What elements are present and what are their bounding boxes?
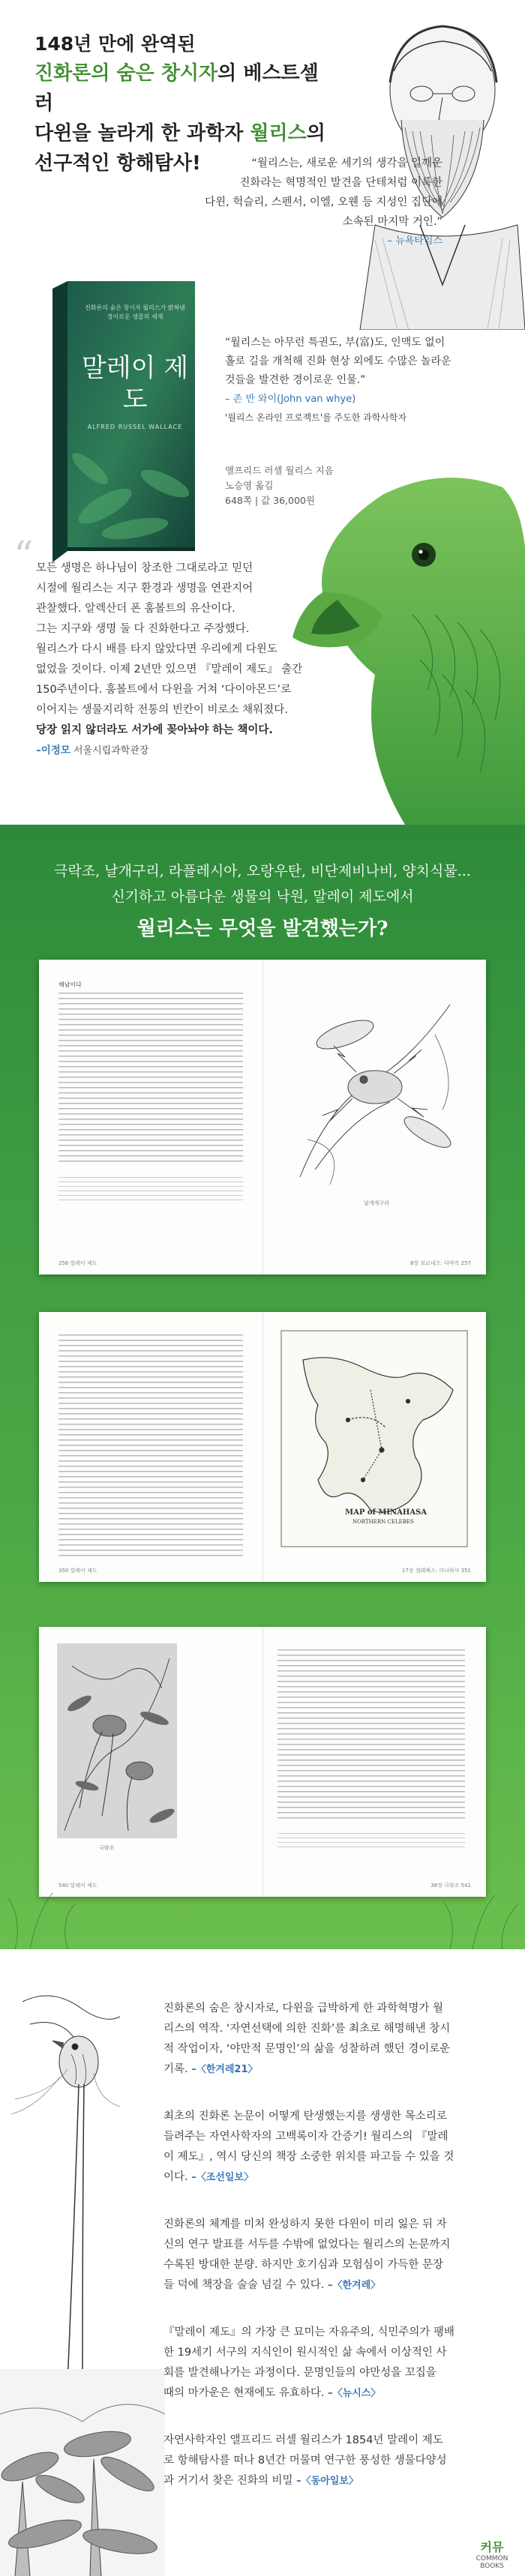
publisher-logo-mark: 커뮤 [480, 2540, 504, 2554]
review-source: –〈동아일보〉 [296, 2476, 358, 2487]
book-spread-3 [39, 1627, 486, 1897]
spread1-footnotes [58, 1177, 243, 1204]
review-hankyoreh: 진화론의 체계를 미처 완성하지 못한 다윈이 미리 잃은 뒤 자 신의 연구 발표를 서두를 수밖에 없었다는 월리스의 논문까지 수록된 방대한 분량. 하지만 호기심과 모험심이 가득한 문장 들 덕에 책장을 술술 넘길 수 있다. –〈한겨레〉 [164, 2218, 451, 2291]
recommender-name: –이정모 [36, 744, 70, 756]
spread2-right-pagenum: 17장 셀레베스: 미나하사 351 [401, 1568, 471, 1574]
review-chosun: 최초의 진화론 논문이 어떻게 탄생했는지를 생생한 목소리로 들려주는 자연사학자의 고백록이자 간증기! 월리스의 『말레 이 제도』, 역시 당신의 책장 소중한 위치를 파고들 수 있을 것 이다. –〈조선일보〉 [164, 2110, 454, 2183]
jungle-scene-illustration [0, 2369, 165, 2576]
spread3-footnotes [278, 1833, 465, 1851]
recommendation-text: 모든 생명은 하나님이 창조한 그대로라고 믿던 시절에 월리스는 지구 환경과 생명을 연관지어 관찰했다. 알렉산더 폰 훔볼트의 유산이다. 그는 지구와 생명 둘 다 진화한다고 주장했다. 월리스가 다시 배를 타지 않았다면 우리에게 다윈도 없었을 것이다. 이제 2년만 있으면 『말레이 제도』 출간 150주년이다. 훔볼트에서 다윈을 거쳐 ‘다이아몬드’로 이어지는 생물지리학 전통의 빈칸이 비로소 채워졌다. 당장 읽지 않더라도 서가에 꽂아놔야 하는 책이다. –이정모 서울시립과학관장 [36, 562, 303, 756]
publisher-logo [470, 2538, 514, 2570]
publisher-logo-text: COMMON BOOKS [476, 2555, 508, 2570]
book-translator: 노승영 옮김 [225, 480, 274, 491]
review-hankyoreh21: 진화론의 숨은 창시자로, 다윈을 급박하게 한 과학혁명가 월 리스의 역작. ‘자연선택에 의한 진화’를 최초로 해명해낸 창시 적 작업이자, ‘야만적 문명인’의 삶을 성찰하려 했던 경이로운 기록. –〈한겨레21〉 [164, 2002, 451, 2075]
book-author: 앨프리드 러셀 월리스 지음 [225, 465, 334, 476]
spread3-caption: 극락조 [99, 1845, 115, 1851]
spread1-left-page [39, 960, 263, 1275]
spread1-left-pagenum: 256 말레이 제도 [58, 1260, 98, 1266]
spread1-left-text [58, 993, 243, 1165]
spread3-right-text [278, 1649, 465, 1822]
review-source: –〈한겨레〉 [327, 2280, 381, 2291]
recommender-title: 서울시립과학관장 [70, 745, 149, 756]
title-line-2: 진화론의 숨은 창시자의 베스트셀러 [34, 62, 319, 115]
spread1-heading: 해남이다 [58, 981, 82, 988]
spread3-right-pagenum: 38장 극락조 541 [430, 1883, 471, 1889]
spread2-left-pagenum: 350 말레이 제도 [58, 1568, 98, 1574]
spread1-right-page [262, 960, 486, 1275]
book-cover [38, 281, 202, 566]
review-source: –〈조선일보〉 [191, 2172, 254, 2183]
press-reviews-section [0, 1949, 525, 2576]
quote-source: – 뉴욕타임스 [387, 235, 442, 247]
spread3-left-page [39, 1627, 263, 1897]
title-line-1: 148년 만에 완역된 [34, 33, 196, 55]
spread1-caption: 날개개구리 [364, 1200, 389, 1206]
spread2-right-page [262, 1312, 486, 1582]
book-cover-author: ALFRED RUSSEL WALLACE [87, 424, 183, 430]
book-cover-subtitle: 진화론의 숨은 창시자 월리스가 밝혀낸 경이로운 생물의 세계 [85, 304, 185, 320]
hero-section [0, 0, 525, 825]
review-donga: 자연사학자인 앨프리드 러셀 월리스가 1854년 말레이 제도 로 항해탐사를 떠나 8년간 머물며 연구한 풍성한 생물다양성 과 거기서 찾은 진화의 비밀 –〈동아일보〉 [164, 2434, 447, 2487]
map-subtitle: NORTHERN CELEBES [352, 1519, 414, 1525]
sample-pages-section [0, 825, 525, 1949]
map-title: MAP of MINAHASA [345, 1508, 428, 1517]
quote-person: – 존 반 와이(John van whye) [225, 394, 356, 405]
bird-of-paradise-engraving [57, 1643, 177, 1838]
spread2-left-text [58, 1334, 243, 1559]
book-cover-title: 말레이 제도 [81, 353, 189, 415]
grass-decoration [0, 1889, 525, 1949]
book-spread-1 [39, 960, 486, 1275]
book-spread-2 [39, 1312, 486, 1582]
van-whye-quote: “월리스는 아무런 특권도, 부(富)도, 인맥도 없이 홀로 길을 개척해 진화 현상 외에도 수많은 놀라운 것들을 발견한 경이로운 인물.” – 존 반 와이(John van whye) '월리스 온라인 프로젝트'를 주도한 과학사학자 [225, 334, 480, 427]
title-line-4: 선구적인 항해탐사! [34, 152, 201, 175]
spread3-left-pagenum: 540 말레이 제도 [58, 1883, 98, 1889]
spread1-right-pagenum: 8장 보르네오: 다약족 257 [410, 1260, 471, 1266]
review-source: –〈한겨레21〉 [191, 2064, 258, 2075]
recommendation-bold: 당장 읽지 않더라도 서가에 꽂아놔야 하는 책이다. [36, 724, 273, 736]
quote-person-desc: '월리스 온라인 프로젝트'를 주도한 과학사학자 [225, 412, 407, 423]
long-tailed-bird-illustration [8, 1979, 135, 2399]
title-line-3: 다윈을 놀라게 한 과학자 월리스의 [34, 122, 326, 145]
review-source: –〈뉴시스〉 [328, 2388, 381, 2399]
review-newsis: 『말레이 제도』의 가장 큰 묘미는 자유주의, 식민주의가 팽배 한 19세기 서구의 지식인이 원시적인 삶 속에서 이상적인 사 회를 발견해나가는 과정이다. 문명인들의 야만성을 꼬집을 때의 마가운은 현재에도 유효하다. –〈뉴시스〉 [164, 2326, 455, 2399]
book-pages-price: 648쪽 | 값 36,000원 [225, 495, 315, 506]
sample-pages-heading: 극락조, 날개구리, 라플레시아, 오랑우탄, 비단제비나비, 양치식물... 신기하고 아름다운 생물의 낙원, 말레이 제도에서 월리스는 무엇을 발견했는가? [54, 863, 471, 940]
flying-frog-illustration [285, 990, 465, 1192]
spread2-left-page [39, 1312, 263, 1582]
spread3-right-page [262, 1627, 486, 1897]
nyt-quote: “월리스는, 새로운 세기의 생각을 일깨운 진화라는 혁명적인 발견을 단테처럼 이룩한 다윈, 헉슬리, 스펜서, 이엘, 오웬 등 지성인 집단에 소속된 마지막 거인.” – 뉴욕타임스 [112, 154, 442, 251]
open-quote-mark-icon: “ [14, 534, 34, 579]
